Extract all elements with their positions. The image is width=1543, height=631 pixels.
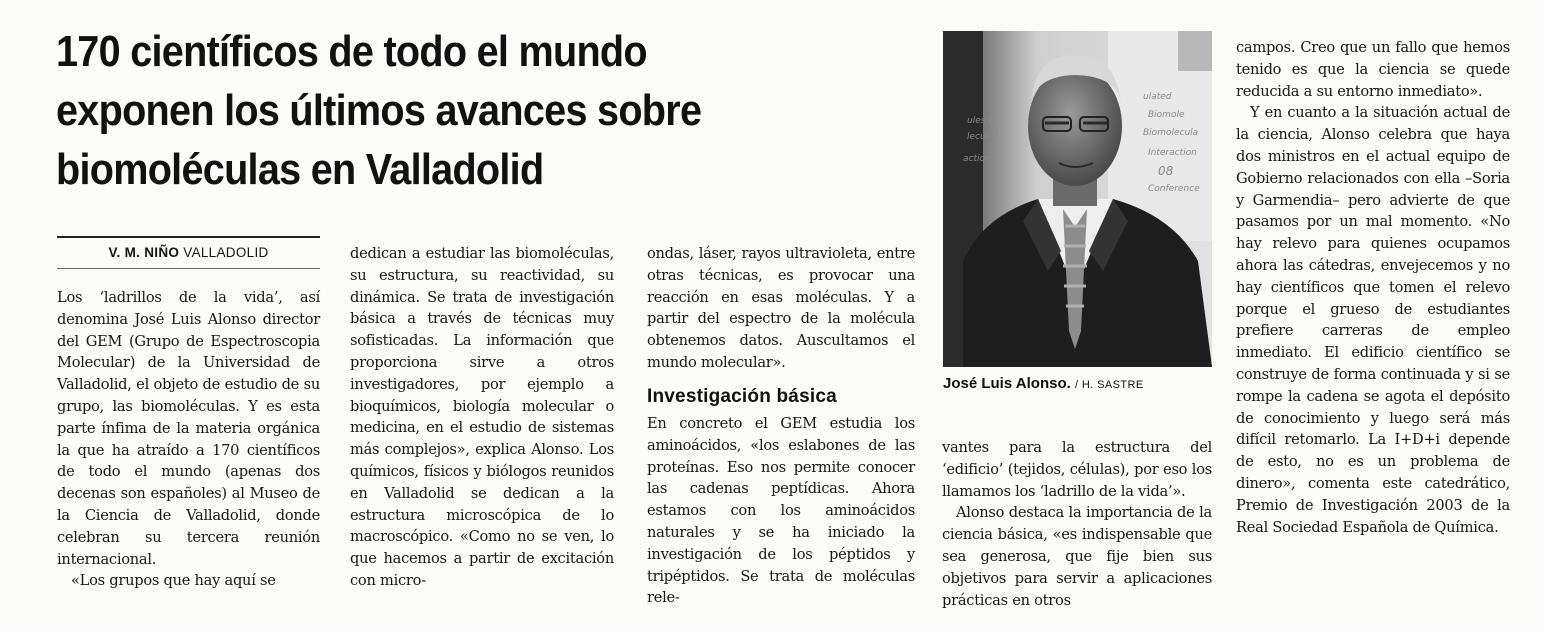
backdrop-text: actions <box>963 154 996 164</box>
headline-line-3: biomoléculas en Valladolid <box>56 145 544 194</box>
portrait-illustration <box>943 31 1212 367</box>
backdrop-text: Biomole <box>1148 110 1185 120</box>
byline-place: VALLADOLID <box>183 245 269 260</box>
article-column-3 <box>647 243 915 374</box>
backdrop-text: lecular <box>967 132 998 142</box>
paragraph: campos. Creo que un fallo que hemos tenido es que la ciencia se quede reducida a su entorno inmediato». <box>1236 39 1510 100</box>
paragraph: Y en cuanto a la situación actual de la ciencia, Alonso celebra que haya dos ministros en el actual equipo de Gobierno relacionados con ella –Soria y Garmendia– pero advierte de que pasamos por un mal momento. «No hay relevo para quienes ocupamos ahora las cátedras, envejecemos y no hay científicos que tomen el relevo porque el grueso de estudiantes prefiere carreras de empleo inmediato. El edificio científico se construye de forma continuada y si se rompe la cadena se agota el depósito de conocimiento y luego será más difícil retomarlo. La I+D+i depende de esto, no es un problema de dinero», comenta este catedrático, Premio de Investigación 2003 de la Real Sociedad Española de Química. <box>1236 104 1510 536</box>
headline-line-1: 170 científicos de todo el mundo <box>56 27 647 76</box>
article-column-3-continued <box>647 413 915 609</box>
paragraph: Alonso destaca la importancia de la ciencia básica, «es indispensable que sea generosa, que fije bien sus objetivos para servir a aplicaciones prácticas en otros <box>942 504 1212 609</box>
paragraph: «Los grupos que hay aquí se <box>71 572 276 590</box>
backdrop-text: 08 <box>1158 164 1174 178</box>
photo-caption <box>943 375 1144 392</box>
article-column-2 <box>350 243 614 592</box>
headline <box>56 22 794 199</box>
portrait-photo <box>943 31 1212 367</box>
paragraph: vantes para la estructura del ‘edificio’ (tejidos, células), por eso los llamamos los ‘ladrillo de la vida’». <box>942 439 1212 500</box>
backdrop-text: Biomolecula <box>1143 128 1199 138</box>
backdrop-text: ules & <box>967 116 996 126</box>
backdrop-text: Interaction <box>1148 148 1197 158</box>
article-column-4 <box>942 437 1212 611</box>
caption-name: José Luis Alonso. <box>943 375 1071 392</box>
backdrop-text: ulated <box>1143 92 1172 102</box>
byline-author: V. M. NIÑO <box>108 245 180 260</box>
article-column-5 <box>1236 37 1510 538</box>
byline <box>57 236 320 269</box>
article-column-1 <box>57 287 320 592</box>
caption-credit: / H. SASTRE <box>1074 379 1144 391</box>
paragraph: En concreto el GEM estudia los aminoácidos, «los eslabones de las proteínas. Eso nos permite conocer las cadenas peptídicas. Ahora estamos con los aminoácidos naturales y se ha iniciado la investigación de los péptidos y tripéptidos. Se trata de moléculas rele- <box>647 415 915 607</box>
subheading: Investigación básica <box>647 386 837 407</box>
paragraph: ondas, láser, rayos ultravioleta, entre otras técnicas, es provocar una reacción en esas moléculas. Y a partir del espectro de la molécula obtenemos datos. Auscultamos el mundo molecular». <box>647 245 915 371</box>
backdrop-text: Conference <box>1148 184 1200 194</box>
paragraph: Los ‘ladrillos de la vida’, así denomina José Luis Alonso director del GEM (Grupo de Espectroscopia Molecular) de la Universidad de Valladolid, el objeto de estudio de su grupo, las biomoléculas. Y es esta parte ínfima de la materia orgánica la que ha atraído a 170 científicos de todo el mundo (apenas dos decenas son españoles) al Museo de la Ciencia de Valladolid, donde celebran su tercera reunión internacional. <box>57 289 320 568</box>
headline-line-2: exponen los últimos avances sobre <box>56 86 702 135</box>
paragraph: dedican a estudiar las biomoléculas, su estructura, su reactividad, su dinámica. Se trata de investigación básica a través de técnicas muy sofisticadas. La información que proporciona sirve a otros investigadores, por ejemplo a bioquímicos, biología molecular o medicina, en el estudio de sistemas más complejos», explica Alonso. Los químicos, físicos y biólogos reunidos en Valladolid se dedican a la estructura microscópica de lo macroscópico. «Como no se ven, lo que hacemos a partir de excitación con micro- <box>350 245 614 589</box>
